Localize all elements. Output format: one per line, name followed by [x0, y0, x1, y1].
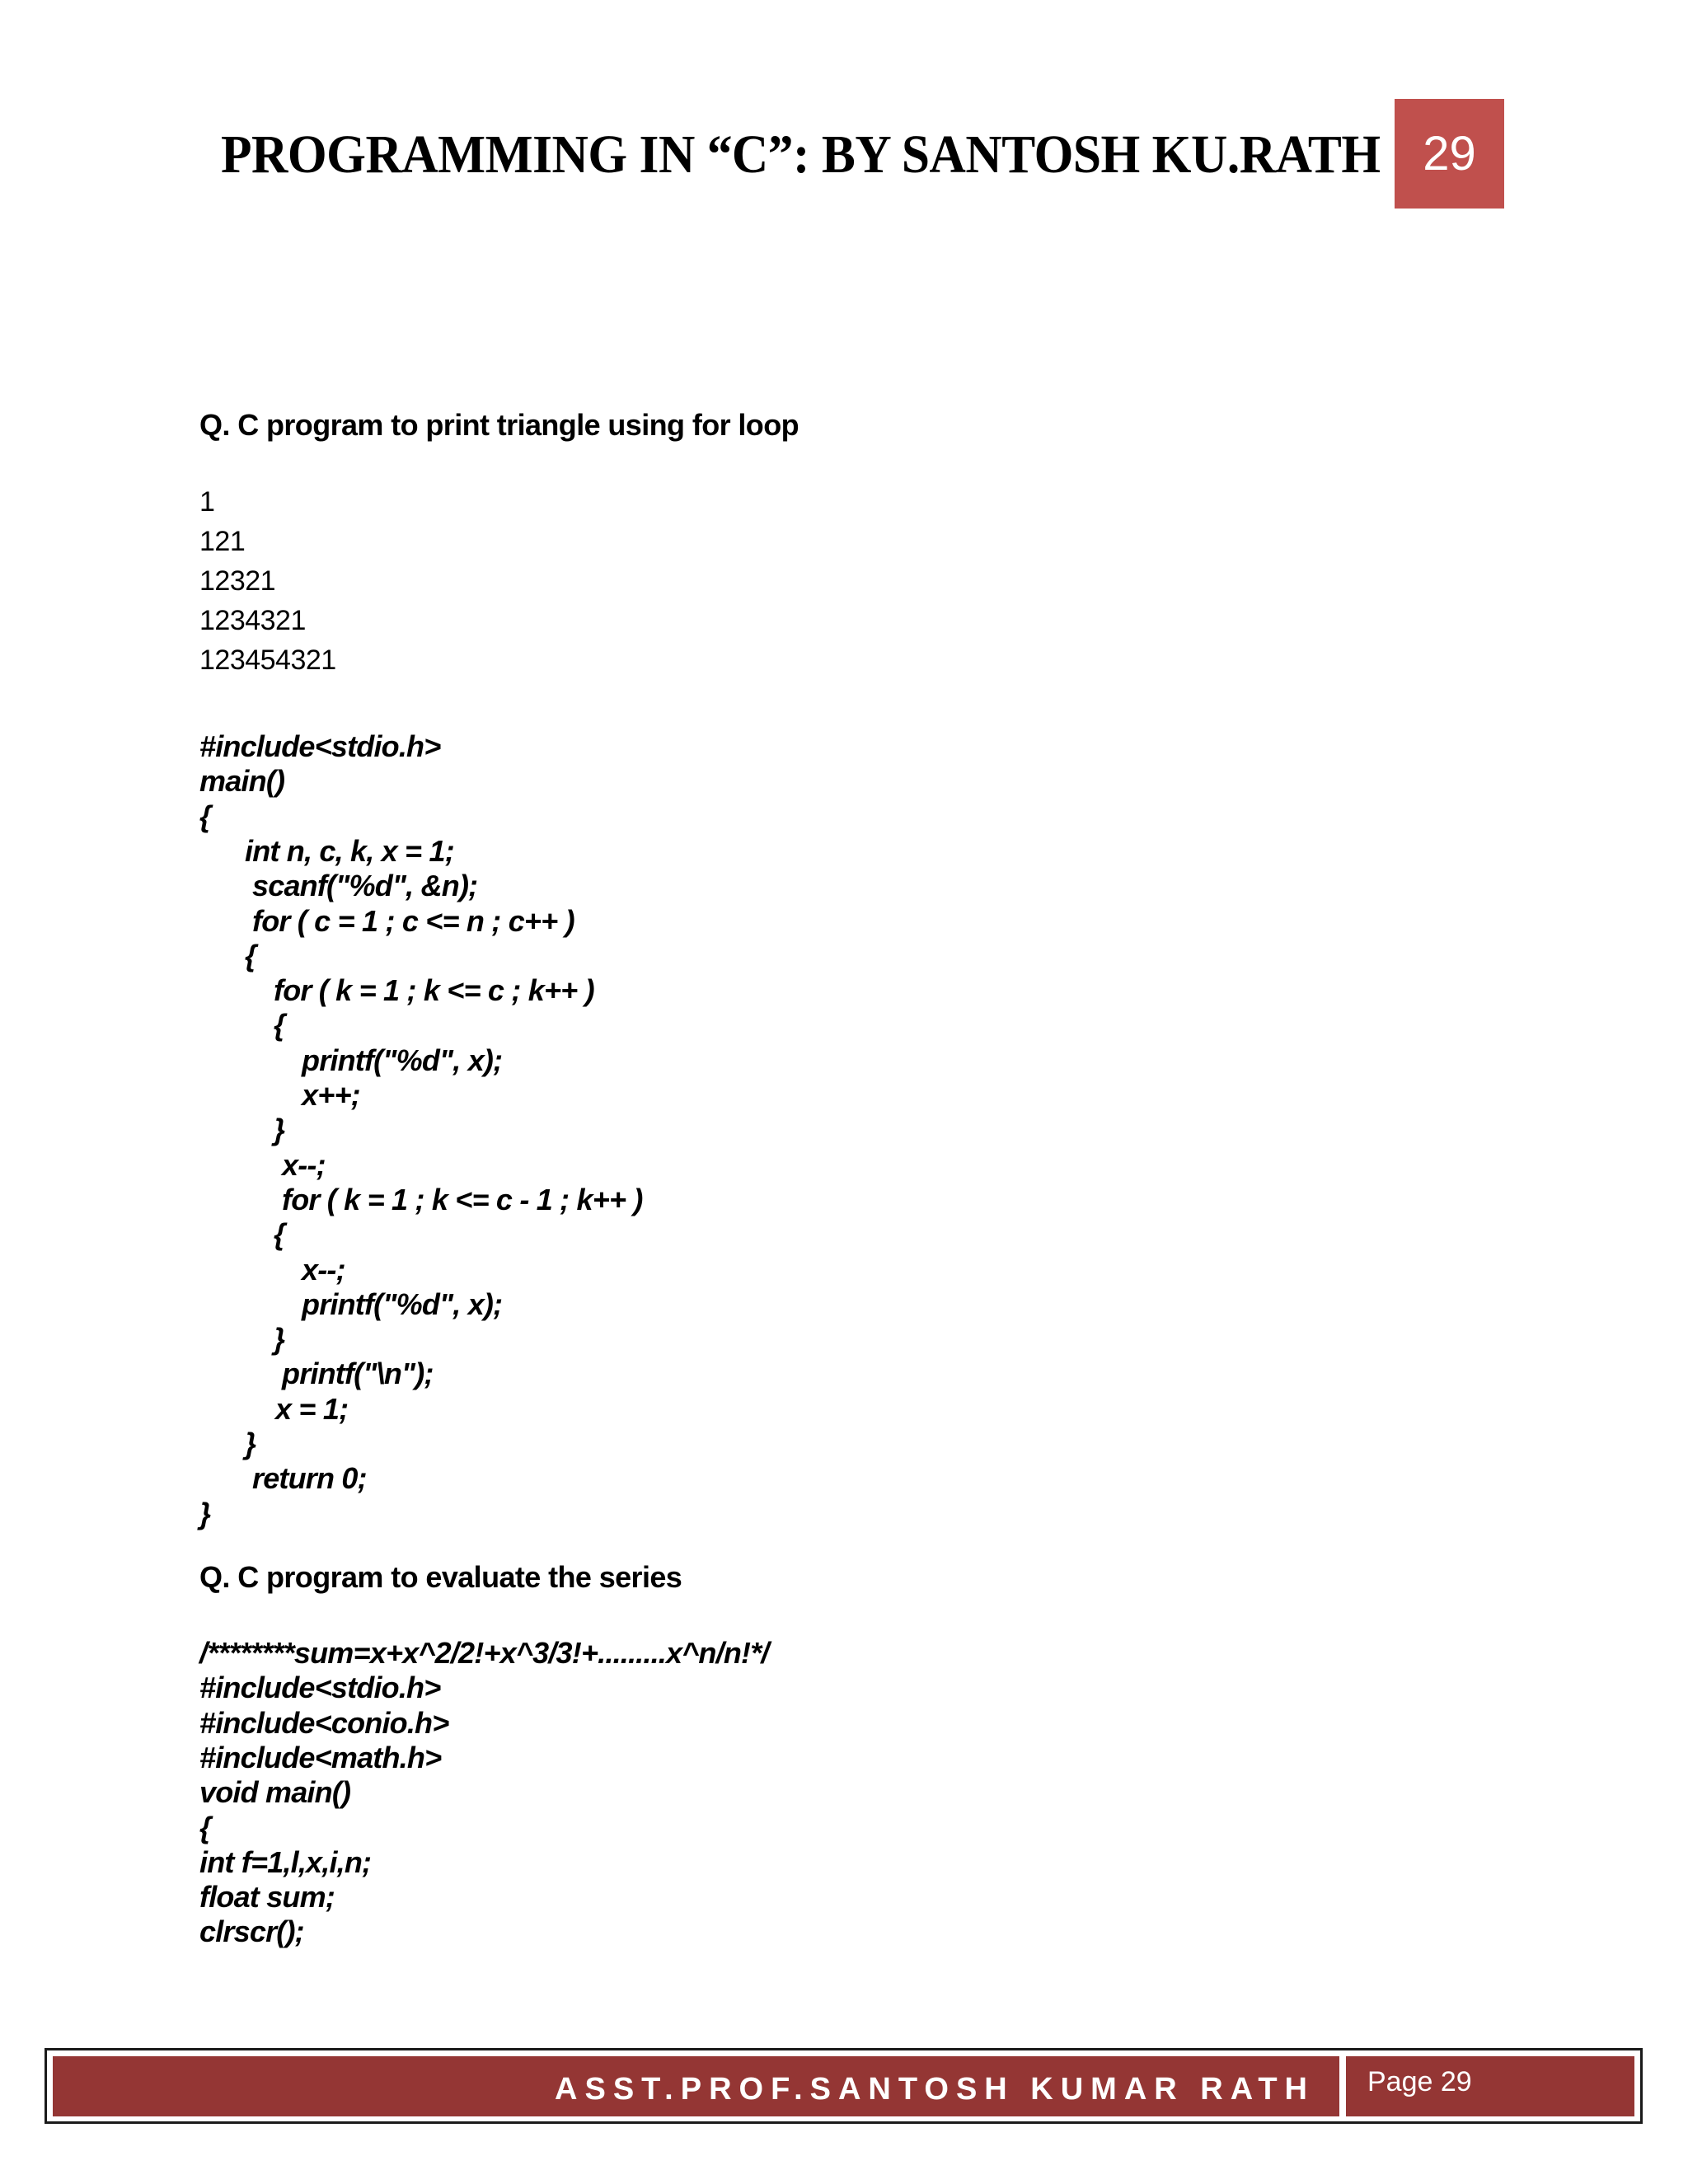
- code-line: clrscr();: [199, 1915, 304, 1949]
- code-line: #include<stdio.h>: [199, 729, 441, 763]
- code-line: x--;: [302, 1252, 345, 1286]
- section-heading: Q. C program to print triangle using for loop: [199, 408, 799, 442]
- output-line: 1234321: [199, 605, 306, 636]
- code-line: printf("%d", x);: [302, 1043, 503, 1077]
- code-line: {: [199, 799, 211, 833]
- code-line: /********sum=x+x^2/2!+x^3/3!+.........x^n/n!*/: [199, 1636, 769, 1670]
- code-line: for ( k = 1 ; k <= c - 1 ; k++ ): [282, 1182, 643, 1216]
- code-line: printf("\n");: [282, 1357, 434, 1391]
- code-line: x--;: [282, 1147, 326, 1182]
- code-line: {: [245, 938, 256, 972]
- output-line: 12321: [199, 565, 276, 597]
- code-line: return 0;: [252, 1461, 367, 1496]
- header-title: PROGRAMMING IN “C”: BY SANTOSH KU.RATH: [221, 124, 1381, 185]
- code-line: printf("%d", x);: [302, 1286, 503, 1321]
- code-line: }: [274, 1113, 285, 1147]
- section-heading: Q. C program to evaluate the series: [199, 1560, 682, 1594]
- code-line: x = 1;: [275, 1391, 349, 1426]
- code-line: for ( c = 1 ; c <= n ; c++ ): [252, 903, 574, 938]
- output-line: 123454321: [199, 644, 336, 676]
- code-line: {: [274, 1008, 285, 1043]
- footer-author: ASST.PROF.SANTOSH KUMAR RATH: [53, 2056, 1339, 2116]
- code-line: int f=1,l,x,i,n;: [199, 1844, 372, 1879]
- output-line: 121: [199, 526, 246, 557]
- code-line: main(): [199, 764, 285, 799]
- code-line: scanf("%d", &n);: [252, 869, 478, 903]
- code-line: #include<conio.h>: [199, 1705, 449, 1740]
- footer-page-number: Page 29: [1346, 2056, 1634, 2116]
- code-line: x++;: [302, 1078, 360, 1112]
- code-line: }: [245, 1427, 256, 1460]
- output-line: 1: [199, 486, 215, 518]
- code-line: int n, c, k, x = 1;: [245, 833, 454, 868]
- code-line: #include<stdio.h>: [199, 1671, 441, 1705]
- code-line: {: [274, 1217, 285, 1252]
- code-line: for ( k = 1 ; k <= c ; k++ ): [274, 973, 594, 1008]
- code-line: }: [274, 1322, 285, 1357]
- code-line: float sum;: [199, 1880, 335, 1915]
- code-line: void main(): [199, 1775, 351, 1810]
- code-line: }: [199, 1496, 211, 1530]
- code-line: #include<math.h>: [199, 1740, 442, 1774]
- page-number-badge: 29: [1395, 99, 1504, 209]
- code-line: {: [199, 1810, 211, 1844]
